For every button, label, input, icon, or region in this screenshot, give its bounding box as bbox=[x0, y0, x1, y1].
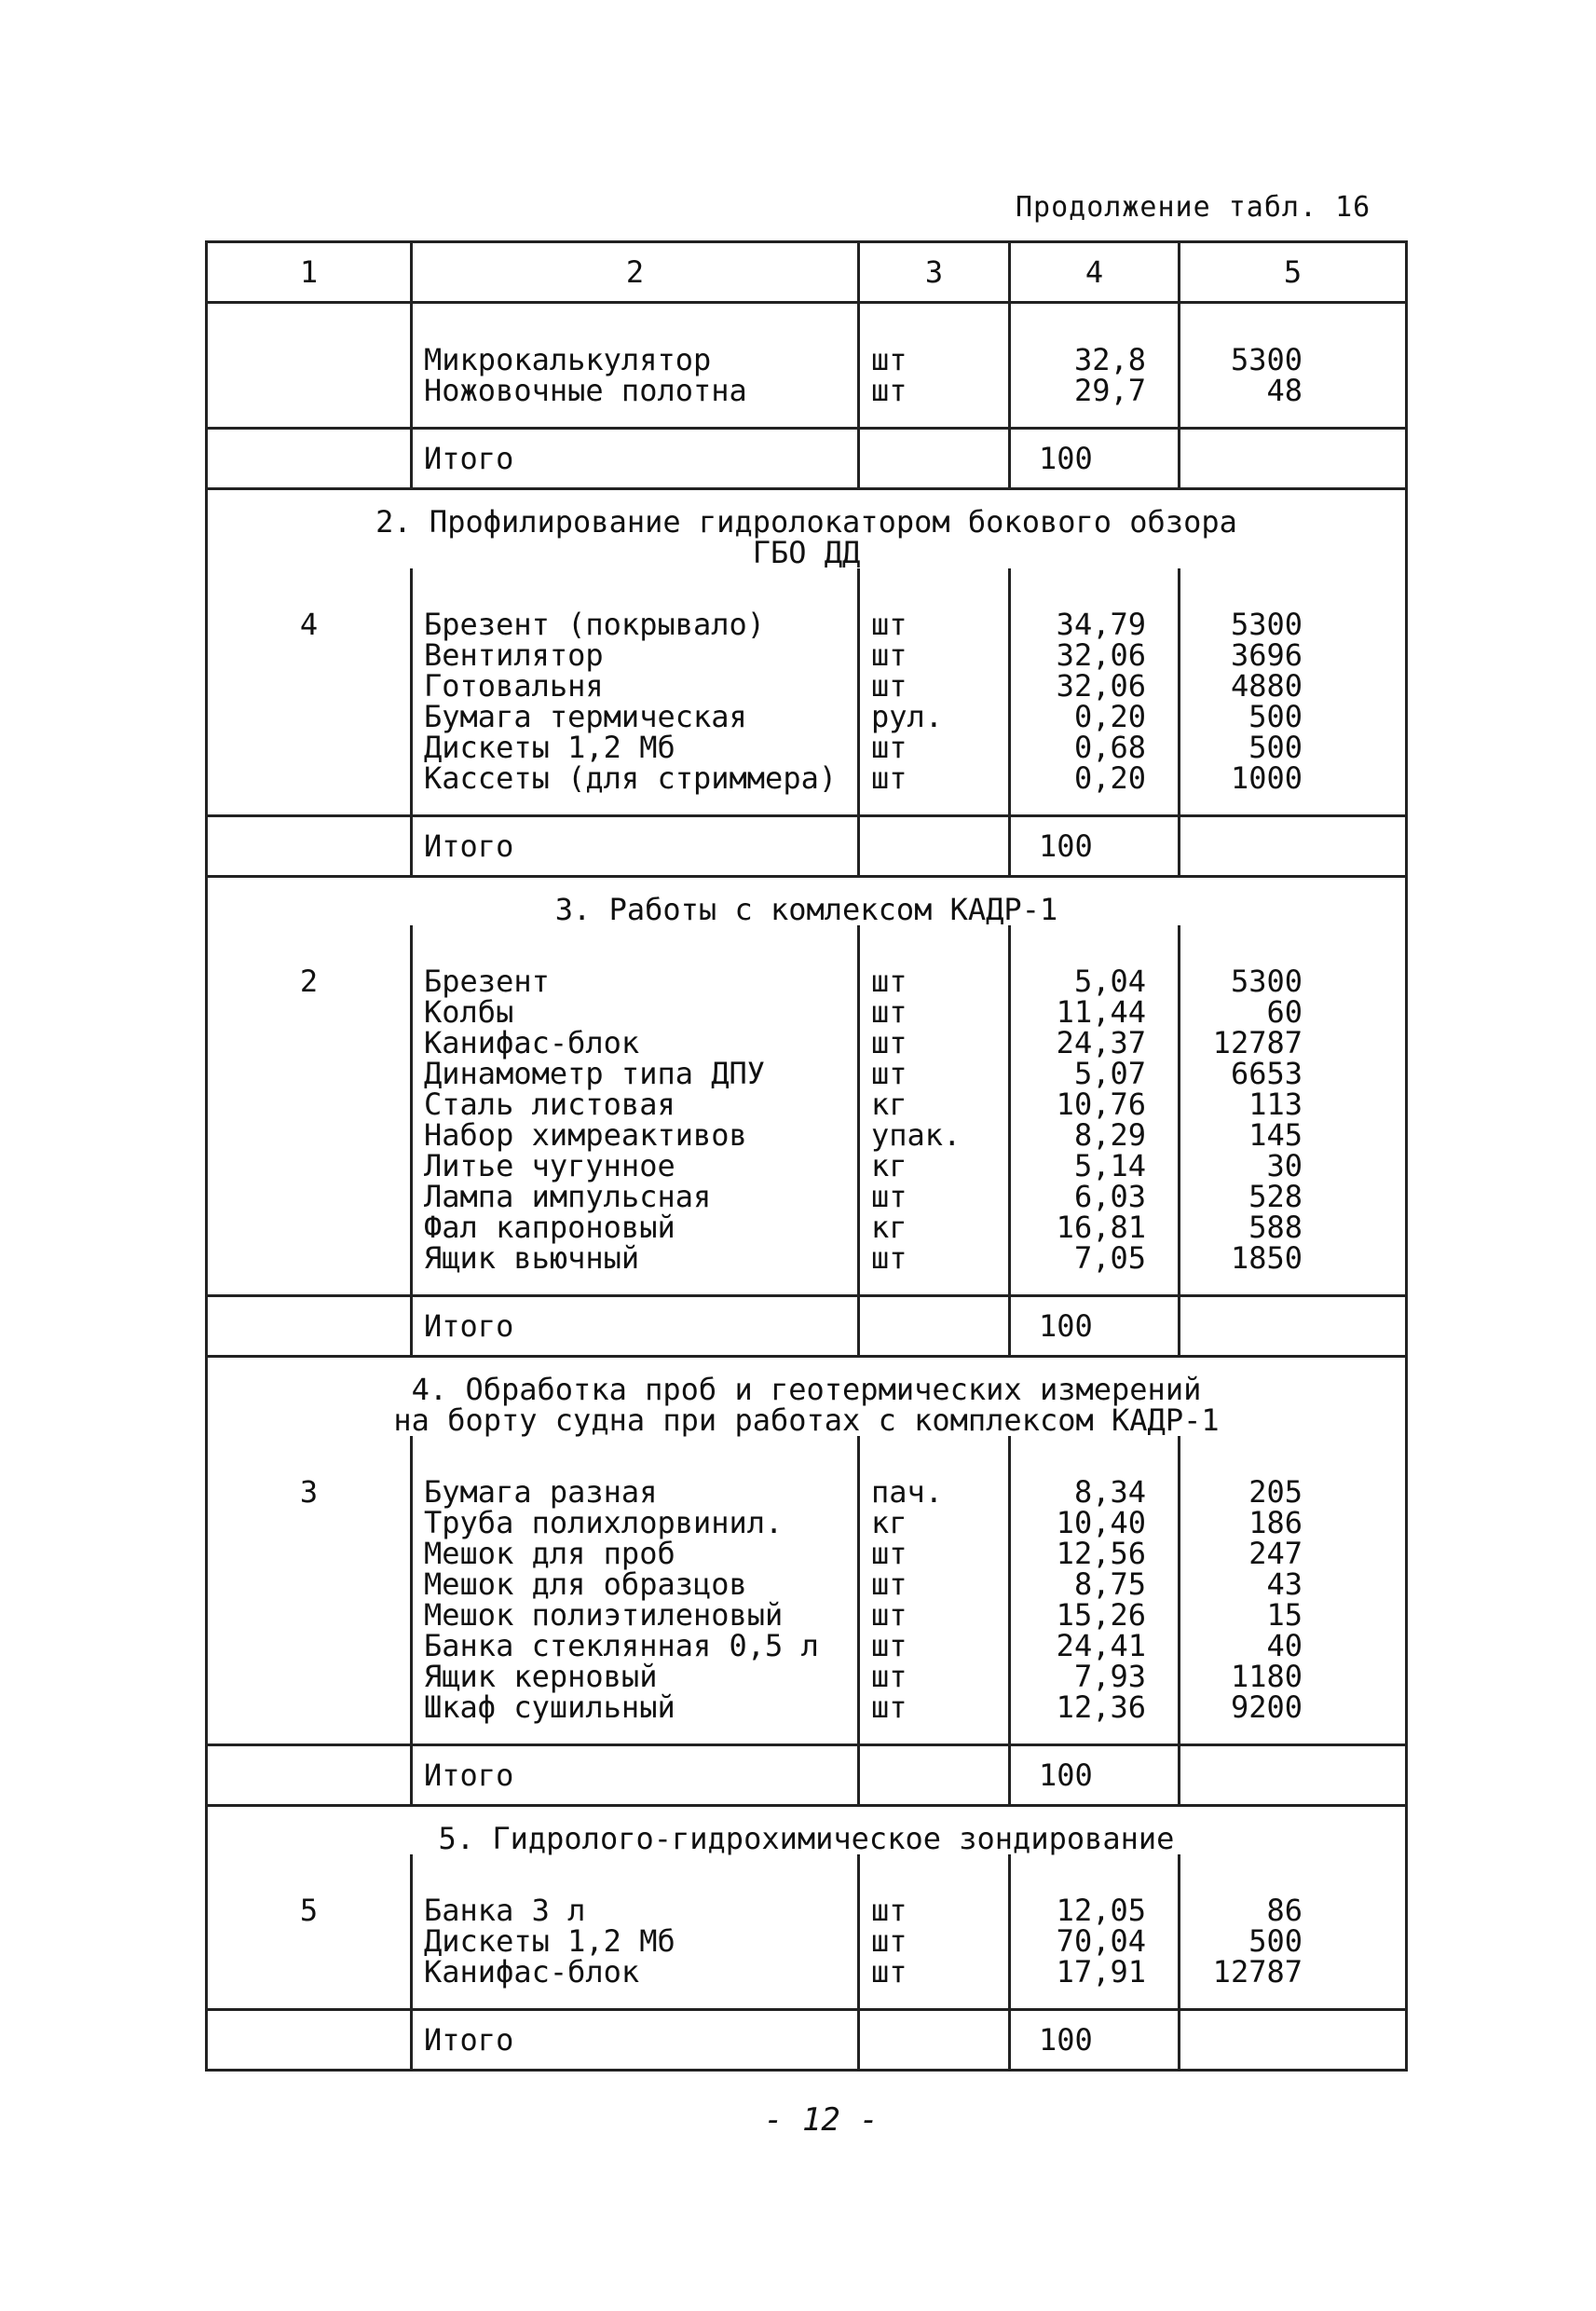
item-unit: кг bbox=[871, 1505, 907, 1540]
total-empty-cell bbox=[1180, 816, 1407, 877]
item-percent-cell bbox=[1010, 568, 1180, 816]
group-number bbox=[207, 303, 412, 429]
total-empty-cell bbox=[207, 2010, 412, 2071]
item-unit: кг bbox=[871, 1210, 907, 1245]
item-unit-cell bbox=[859, 568, 1010, 816]
total-empty-cell bbox=[859, 429, 1010, 489]
section-items-row bbox=[207, 568, 1407, 816]
group-number: 4 bbox=[207, 568, 412, 816]
item-name: Ящик вьючный bbox=[424, 1240, 640, 1276]
item-name-cell bbox=[412, 1854, 859, 2010]
item-name-cell bbox=[412, 303, 859, 429]
item-name: Динамометр типа ДПУ bbox=[424, 1056, 766, 1091]
section-title bbox=[207, 1806, 1407, 1855]
table-caption: Продолжение табл. 16 bbox=[1016, 191, 1371, 224]
item-price: 205 bbox=[1248, 1474, 1303, 1510]
column-header: 2 bbox=[412, 242, 859, 303]
section-title-line: 5. Гидролого-гидрохимическое зондирование bbox=[438, 1821, 1175, 1856]
page-number: - 12 - bbox=[764, 2101, 879, 2139]
item-name: Микрокалькулятор bbox=[424, 342, 712, 377]
item-name: Дискеты 1,2 Мб bbox=[424, 730, 675, 765]
item-price: 1180 bbox=[1230, 1659, 1303, 1694]
item-percent-cell bbox=[1010, 1436, 1180, 1745]
total-empty-cell bbox=[207, 1296, 412, 1357]
item-name: Мешок для проб bbox=[424, 1536, 675, 1571]
total-empty-cell bbox=[859, 2010, 1010, 2071]
column-header: 3 bbox=[859, 242, 1010, 303]
item-unit: шт bbox=[871, 1056, 907, 1091]
item-unit: шт bbox=[871, 730, 907, 765]
column-header: 5 bbox=[1180, 242, 1407, 303]
section-items-row bbox=[207, 1854, 1407, 2010]
item-price: 500 bbox=[1248, 730, 1303, 765]
column-header: 1 bbox=[207, 242, 412, 303]
item-percent: 24,37 bbox=[1056, 1025, 1146, 1060]
total-empty-cell bbox=[207, 816, 412, 877]
item-percent: 0,68 bbox=[1073, 730, 1146, 765]
item-percent: 16,81 bbox=[1056, 1210, 1146, 1245]
materials-table-body bbox=[207, 242, 1407, 2071]
item-unit-cell bbox=[859, 303, 1010, 429]
total-empty-cell bbox=[207, 429, 412, 489]
item-unit: шт bbox=[871, 760, 907, 796]
item-price: 12787 bbox=[1212, 1025, 1303, 1060]
item-unit: шт bbox=[871, 668, 907, 704]
item-percent: 70,04 bbox=[1056, 1923, 1146, 1959]
item-name: Бумага разная bbox=[424, 1474, 658, 1510]
item-unit: шт bbox=[871, 1536, 907, 1571]
item-name: Шкаф сушильный bbox=[424, 1689, 675, 1725]
item-price: 40 bbox=[1266, 1628, 1303, 1663]
section-items-row bbox=[207, 1436, 1407, 1745]
item-name: Сталь листовая bbox=[424, 1087, 675, 1122]
item-name: Фал капроновый bbox=[424, 1210, 675, 1245]
item-price: 15 bbox=[1266, 1597, 1303, 1633]
item-percent: 29,7 bbox=[1073, 373, 1146, 408]
item-percent: 0,20 bbox=[1073, 760, 1146, 796]
item-unit: шт bbox=[871, 1240, 907, 1276]
total-value: 100 bbox=[1010, 429, 1180, 489]
item-unit-cell bbox=[859, 1436, 1010, 1745]
item-percent-cell bbox=[1010, 925, 1180, 1296]
item-name: Лампа импульсная bbox=[424, 1179, 712, 1214]
item-percent: 12,05 bbox=[1056, 1893, 1146, 1928]
item-price: 5300 bbox=[1230, 607, 1303, 642]
item-price-cell bbox=[1180, 568, 1407, 816]
item-unit: шт bbox=[871, 1689, 907, 1725]
item-name: Вентилятор bbox=[424, 637, 604, 673]
column-header: 4 bbox=[1010, 242, 1180, 303]
item-unit: шт bbox=[871, 1659, 907, 1694]
item-unit-cell bbox=[859, 925, 1010, 1296]
total-label: Итого bbox=[412, 1296, 859, 1357]
total-row bbox=[207, 2010, 1407, 2071]
item-name: Ножовочные полотна bbox=[424, 373, 747, 408]
section-title-line: на борту судна при работах с комплексом КАДР-1 bbox=[393, 1402, 1220, 1438]
item-price: 113 bbox=[1248, 1087, 1303, 1122]
section-title-row bbox=[207, 877, 1407, 926]
item-price-cell bbox=[1180, 1436, 1407, 1745]
item-percent: 7,93 bbox=[1073, 1659, 1146, 1694]
item-name: Мешок полиэтиленовый bbox=[424, 1597, 784, 1633]
item-unit: шт bbox=[871, 994, 907, 1030]
item-percent: 32,06 bbox=[1056, 668, 1146, 704]
item-price: 1850 bbox=[1230, 1240, 1303, 1276]
item-percent: 12,56 bbox=[1056, 1536, 1146, 1571]
item-unit: рул. bbox=[871, 699, 944, 734]
group-number: 5 bbox=[207, 1854, 412, 2010]
total-value: 100 bbox=[1010, 1745, 1180, 1806]
section-title-line: 4. Обработка проб и геотермических измерений bbox=[411, 1372, 1202, 1407]
section-title bbox=[207, 1357, 1407, 1437]
total-empty-cell bbox=[1180, 1745, 1407, 1806]
item-percent: 10,76 bbox=[1056, 1087, 1146, 1122]
item-name: Готовальня bbox=[424, 668, 604, 704]
item-unit: шт bbox=[871, 637, 907, 673]
total-value: 100 bbox=[1010, 816, 1180, 877]
item-percent: 7,05 bbox=[1073, 1240, 1146, 1276]
section-title-line: 2. Профилирование гидролокатором бокового обзора bbox=[375, 504, 1237, 540]
item-percent: 10,40 bbox=[1056, 1505, 1146, 1540]
section-title-row bbox=[207, 1806, 1407, 1855]
item-name: Колбы bbox=[424, 994, 514, 1030]
item-percent: 8,34 bbox=[1073, 1474, 1146, 1510]
item-price: 588 bbox=[1248, 1210, 1303, 1245]
item-unit: шт bbox=[871, 607, 907, 642]
total-empty-cell bbox=[1180, 429, 1407, 489]
total-row bbox=[207, 1296, 1407, 1357]
item-price: 5300 bbox=[1230, 342, 1303, 377]
item-name: Банка стеклянная 0,5 л bbox=[424, 1628, 819, 1663]
item-unit: шт bbox=[871, 1025, 907, 1060]
item-percent: 34,79 bbox=[1056, 607, 1146, 642]
item-price: 247 bbox=[1248, 1536, 1303, 1571]
item-unit: шт bbox=[871, 1954, 907, 1990]
total-value: 100 bbox=[1010, 2010, 1180, 2071]
section-title-line: ГБО ДД bbox=[752, 535, 861, 570]
total-empty-cell bbox=[1180, 2010, 1407, 2071]
item-unit: шт bbox=[871, 1566, 907, 1602]
item-price: 186 bbox=[1248, 1505, 1303, 1540]
item-name-cell bbox=[412, 1436, 859, 1745]
item-price-cell bbox=[1180, 303, 1407, 429]
item-unit: шт bbox=[871, 1179, 907, 1214]
item-name: Канифас-блок bbox=[424, 1025, 640, 1060]
item-unit: кг bbox=[871, 1087, 907, 1122]
total-label: Итого bbox=[412, 1745, 859, 1806]
item-price: 86 bbox=[1266, 1893, 1303, 1928]
item-price: 1000 bbox=[1230, 760, 1303, 796]
item-name: Ящик керновый bbox=[424, 1659, 658, 1694]
item-price: 48 bbox=[1266, 373, 1303, 408]
total-empty-cell bbox=[859, 1296, 1010, 1357]
item-price: 6653 bbox=[1230, 1056, 1303, 1091]
total-empty-cell bbox=[859, 1745, 1010, 1806]
item-price: 4880 bbox=[1230, 668, 1303, 704]
total-row bbox=[207, 1745, 1407, 1806]
item-unit: шт bbox=[871, 373, 907, 408]
total-empty-cell bbox=[1180, 1296, 1407, 1357]
item-unit: шт bbox=[871, 1923, 907, 1959]
item-percent: 8,75 bbox=[1073, 1566, 1146, 1602]
item-unit: кг bbox=[871, 1148, 907, 1183]
item-percent: 17,91 bbox=[1056, 1954, 1146, 1990]
total-label: Итого bbox=[412, 816, 859, 877]
item-percent: 0,20 bbox=[1073, 699, 1146, 734]
item-unit: шт bbox=[871, 1597, 907, 1633]
item-price: 5300 bbox=[1230, 964, 1303, 999]
item-price-cell bbox=[1180, 925, 1407, 1296]
item-percent: 32,06 bbox=[1056, 637, 1146, 673]
item-name: Брезент bbox=[424, 964, 550, 999]
item-unit: шт bbox=[871, 1893, 907, 1928]
item-percent-cell bbox=[1010, 1854, 1180, 2010]
item-price: 3696 bbox=[1230, 637, 1303, 673]
item-price: 9200 bbox=[1230, 1689, 1303, 1725]
item-percent-cell bbox=[1010, 303, 1180, 429]
item-percent: 11,44 bbox=[1056, 994, 1146, 1030]
item-name-cell bbox=[412, 568, 859, 816]
section-items-row bbox=[207, 303, 1407, 429]
total-row bbox=[207, 429, 1407, 489]
total-empty-cell bbox=[207, 1745, 412, 1806]
section-title bbox=[207, 489, 1407, 569]
total-value: 100 bbox=[1010, 1296, 1180, 1357]
item-name: Набор химреактивов bbox=[424, 1117, 747, 1153]
item-percent: 5,04 bbox=[1073, 964, 1146, 999]
item-price-cell bbox=[1180, 1854, 1407, 2010]
total-row bbox=[207, 816, 1407, 877]
item-price: 43 bbox=[1266, 1566, 1303, 1602]
item-percent: 12,36 bbox=[1056, 1689, 1146, 1725]
total-label: Итого bbox=[412, 2010, 859, 2071]
item-price: 500 bbox=[1248, 1923, 1303, 1959]
item-percent: 6,03 bbox=[1073, 1179, 1146, 1214]
item-price: 500 bbox=[1248, 699, 1303, 734]
item-name: Бумага термическая bbox=[424, 699, 747, 734]
item-unit: пач. bbox=[871, 1474, 944, 1510]
item-name-cell bbox=[412, 925, 859, 1296]
item-unit: шт bbox=[871, 964, 907, 999]
item-price: 528 bbox=[1248, 1179, 1303, 1214]
group-number: 3 bbox=[207, 1436, 412, 1745]
item-name: Мешок для образцов bbox=[424, 1566, 747, 1602]
item-unit: шт bbox=[871, 342, 907, 377]
item-name: Кассеты (для стриммера) bbox=[424, 760, 838, 796]
total-empty-cell bbox=[859, 816, 1010, 877]
total-label: Итого bbox=[412, 429, 859, 489]
item-percent: 5,07 bbox=[1073, 1056, 1146, 1091]
item-name: Литье чугунное bbox=[424, 1148, 675, 1183]
section-title-line: 3. Работы с комлексом КАДР-1 bbox=[554, 892, 1058, 927]
group-number: 2 bbox=[207, 925, 412, 1296]
item-name: Труба полихлорвинил. bbox=[424, 1505, 784, 1540]
item-name: Брезент (покрывало) bbox=[424, 607, 766, 642]
item-name: Канифас-блок bbox=[424, 1954, 640, 1990]
item-name: Банка 3 л bbox=[424, 1893, 586, 1928]
section-items-row bbox=[207, 925, 1407, 1296]
item-percent: 15,26 bbox=[1056, 1597, 1146, 1633]
item-percent: 24,41 bbox=[1056, 1628, 1146, 1663]
section-title bbox=[207, 877, 1407, 926]
section-title-row bbox=[207, 489, 1407, 569]
item-price: 60 bbox=[1266, 994, 1303, 1030]
column-header-row bbox=[207, 242, 1407, 303]
item-price: 30 bbox=[1266, 1148, 1303, 1183]
item-unit: шт bbox=[871, 1628, 907, 1663]
materials-table bbox=[205, 240, 1408, 2072]
item-price: 145 bbox=[1248, 1117, 1303, 1153]
item-name: Дискеты 1,2 Мб bbox=[424, 1923, 675, 1959]
item-price: 12787 bbox=[1212, 1954, 1303, 1990]
item-percent: 32,8 bbox=[1073, 342, 1146, 377]
section-title-row bbox=[207, 1357, 1407, 1437]
item-percent: 5,14 bbox=[1073, 1148, 1146, 1183]
item-unit: упак. bbox=[871, 1117, 962, 1153]
item-percent: 8,29 bbox=[1073, 1117, 1146, 1153]
item-unit-cell bbox=[859, 1854, 1010, 2010]
